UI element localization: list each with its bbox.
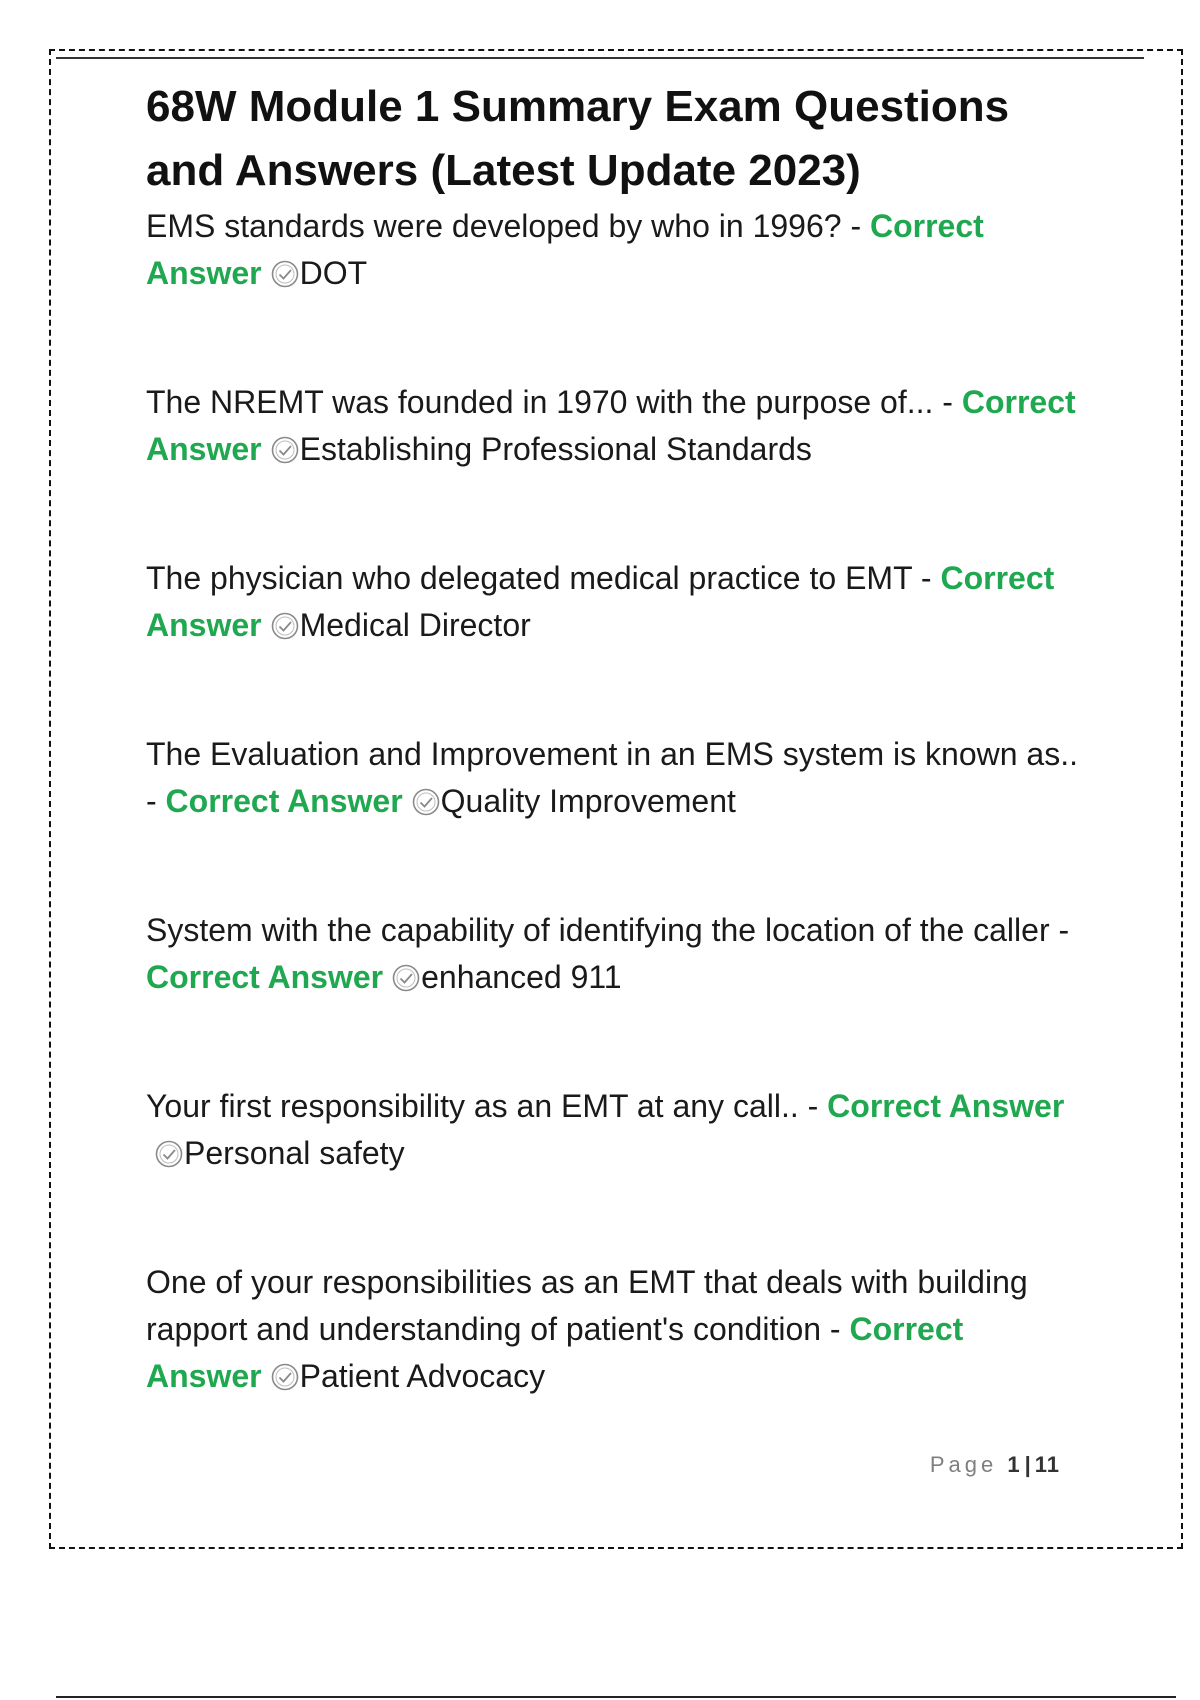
qa-item <box>146 203 1086 297</box>
check-circle-icon <box>391 959 421 989</box>
total-pages-number: 11 <box>1034 1452 1060 1477</box>
check-circle-icon <box>270 1358 300 1388</box>
correct-answer-label: Correct Answer <box>146 384 1076 467</box>
answer-text: Personal safety <box>184 1135 405 1171</box>
question-text: The NREMT was founded in 1970 with the purpose of... - <box>146 384 962 420</box>
document-title: 68W Module 1 Summary Exam Questions and Answers (Latest Update 2023) <box>146 82 1010 195</box>
correct-answer-label: Correct Answer <box>146 1311 964 1394</box>
correct-answer-label: Correct Answer <box>146 208 984 291</box>
answer-text: Establishing Professional Standards <box>299 431 812 467</box>
check-circle-icon <box>154 1135 184 1165</box>
answer-text: DOT <box>299 255 368 291</box>
qa-item <box>146 907 1086 1001</box>
qa-item <box>146 555 1086 649</box>
bottom-rule <box>56 1696 1176 1698</box>
answer-text: Medical Director <box>299 607 531 643</box>
check-circle-icon <box>270 255 300 285</box>
qa-item <box>146 1259 1086 1400</box>
qa-item <box>146 731 1086 825</box>
top-rule <box>56 57 1144 59</box>
page-word: Page <box>929 1452 998 1477</box>
question-text: EMS standards were developed by who in 1996? - <box>146 208 870 244</box>
page-separator: | <box>1024 1452 1031 1477</box>
question-text: The physician who delegated medical practice to EMT - <box>146 560 941 596</box>
qa-item <box>146 1083 1086 1177</box>
check-circle-icon <box>270 431 300 461</box>
current-page-number: 1 <box>1007 1452 1021 1477</box>
answer-text: Patient Advocacy <box>299 1358 546 1394</box>
page-number-footer <box>930 1452 1060 1478</box>
correct-answer-label: Correct Answer <box>146 959 384 995</box>
check-circle-icon <box>270 607 300 637</box>
qa-item <box>146 379 1086 473</box>
question-text: One of your responsibilities as an EMT that deals with building rapport and understanding of patient's condition - <box>146 1264 1028 1347</box>
question-text: Your first responsibility as an EMT at any call.. - <box>146 1088 828 1124</box>
question-text: System with the capability of identifying the location of the caller - <box>146 912 1070 948</box>
check-circle-icon <box>411 783 441 813</box>
correct-answer-label: Correct Answer <box>146 560 1055 643</box>
question-text: The Evaluation and Improvement in an EMS system is known as.. - <box>146 736 1078 819</box>
correct-answer-label: Correct Answer <box>165 783 403 819</box>
answer-text: Quality Improvement <box>440 783 736 819</box>
document-body <box>146 75 1086 1400</box>
correct-answer-label: Correct Answer <box>827 1088 1065 1124</box>
answer-text: enhanced 911 <box>421 959 622 995</box>
